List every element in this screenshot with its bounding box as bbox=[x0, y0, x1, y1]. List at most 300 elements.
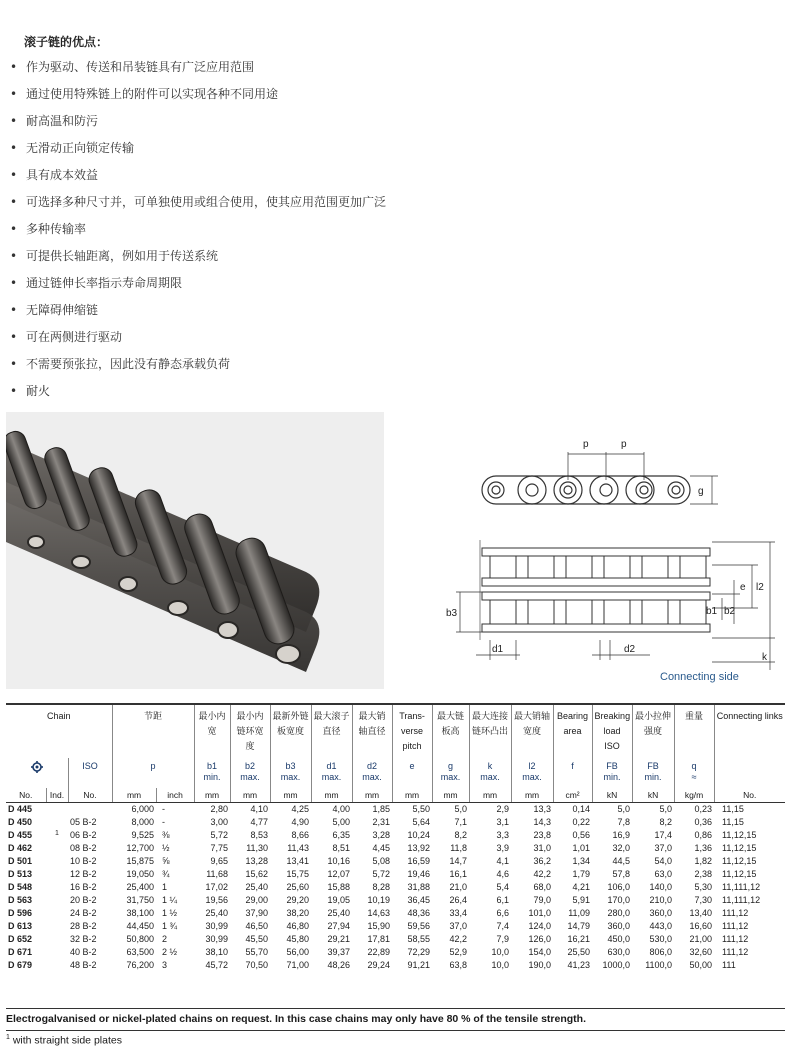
table-cell: 6,6 bbox=[496, 908, 510, 918]
table-cell: 22,89 bbox=[367, 947, 391, 957]
table-cell: 50,800 bbox=[126, 934, 155, 944]
table-cell: 12,700 bbox=[126, 843, 155, 853]
table-cell: 530,0 bbox=[649, 934, 673, 944]
table-cell: 63,0 bbox=[654, 869, 673, 879]
table-cell: D 671 bbox=[8, 947, 33, 957]
table-cell: 2 bbox=[162, 934, 168, 944]
table-cell: D 596 bbox=[8, 908, 33, 918]
unit-cell: mm bbox=[311, 788, 352, 803]
table-row bbox=[6, 959, 785, 972]
unit-cell: kg/m bbox=[674, 788, 714, 803]
table-cell: 28 B-2 bbox=[70, 921, 97, 931]
sym-d1: d1 max. bbox=[311, 758, 352, 788]
unit-cell: mm bbox=[392, 788, 432, 803]
list-item: • 无障碍伸缩链 bbox=[10, 300, 386, 327]
table-cell: 5,72 bbox=[372, 869, 391, 879]
table-cell: 4,00 bbox=[332, 804, 351, 814]
table-cell: 1 bbox=[162, 882, 168, 892]
table-row bbox=[6, 907, 785, 920]
unit-cell: cm² bbox=[553, 788, 592, 803]
table-cell: 4,45 bbox=[372, 843, 391, 853]
table-cell: 8,51 bbox=[332, 843, 351, 853]
table-cell: 55,70 bbox=[245, 947, 269, 957]
table-cell: 72,29 bbox=[407, 947, 431, 957]
unit-cell: mm bbox=[270, 788, 311, 803]
table-cell: 31,750 bbox=[126, 895, 155, 905]
unit-cell: inch bbox=[156, 788, 194, 803]
table-cell: 2,9 bbox=[496, 804, 510, 814]
unit-cell: mm bbox=[432, 788, 469, 803]
table-cell: 6,000 bbox=[131, 804, 155, 814]
table-cell: 44,5 bbox=[612, 856, 631, 866]
table-cell: D 462 bbox=[8, 843, 33, 853]
col-b3: 最新外链板宽度 bbox=[270, 704, 311, 758]
table-cell: 38,100 bbox=[126, 908, 155, 918]
list-item: • 具有成本效益 bbox=[10, 165, 386, 192]
table-cell: 10 B-2 bbox=[70, 856, 97, 866]
advantages-title: 滚子链的优点： bbox=[24, 35, 109, 49]
table-cell: D 563 bbox=[8, 895, 33, 905]
table-cell: 48,36 bbox=[407, 908, 431, 918]
table-cell: 25,50 bbox=[567, 947, 591, 957]
table-cell: 57,8 bbox=[612, 869, 631, 879]
table-cell: 8,000 bbox=[131, 817, 155, 827]
table-cell bbox=[46, 907, 68, 920]
table-cell bbox=[46, 855, 68, 868]
table-cell: 33,4 bbox=[449, 908, 468, 918]
table-cell: 13,3 bbox=[533, 804, 552, 814]
table-cell: 4,1 bbox=[496, 856, 510, 866]
table-cell: 17,81 bbox=[367, 934, 391, 944]
table-cell: 11,09 bbox=[568, 908, 591, 918]
table-cell: 13,28 bbox=[245, 856, 269, 866]
table-cell: 21,00 bbox=[689, 934, 713, 944]
table-cell: 38,20 bbox=[286, 908, 310, 918]
list-item: • 通过使用特殊链上的附件可以实现各种不同用途 bbox=[10, 84, 386, 111]
table-cell: 10,0 bbox=[491, 947, 510, 957]
table-cell: 13,92 bbox=[407, 843, 431, 853]
table-cell: 58,55 bbox=[407, 934, 431, 944]
col-d1: 最大滚子直径 bbox=[311, 704, 352, 758]
table-cell: 124,0 bbox=[528, 921, 552, 931]
sym-fb: FB min. bbox=[592, 758, 632, 788]
table-cell: 30,99 bbox=[205, 934, 229, 944]
table-cell: 31,0 bbox=[533, 843, 552, 853]
table-row bbox=[6, 842, 785, 855]
table-cell: 190,0 bbox=[528, 960, 552, 970]
table-cell bbox=[46, 946, 68, 959]
label-d1: d1 bbox=[492, 644, 504, 655]
table-cell: 111 bbox=[722, 960, 736, 970]
table-cell: 1 bbox=[55, 830, 59, 837]
table-cell: 1100,0 bbox=[645, 960, 673, 970]
unit-cell: mm bbox=[352, 788, 392, 803]
table-cell: 37,90 bbox=[245, 908, 269, 918]
table-cell: 11,12,15 bbox=[722, 869, 757, 879]
table-cell: 76,200 bbox=[126, 960, 155, 970]
table-cell: 3 bbox=[162, 960, 168, 970]
table-row bbox=[6, 816, 785, 829]
table-cell: D 513 bbox=[8, 869, 33, 879]
label-d2: d2 bbox=[624, 644, 636, 655]
footnote-mark: 1 bbox=[6, 1034, 10, 1041]
table-cell: 40 B-2 bbox=[70, 947, 97, 957]
table-cell: D 450 bbox=[8, 817, 33, 827]
table-cell: 29,24 bbox=[367, 960, 391, 970]
table-cell: 45,80 bbox=[286, 934, 310, 944]
table-cell: 111,12 bbox=[722, 921, 749, 931]
list-item: • 可选择多种尺寸并，可单独使用或组合使用，使其应用范围更加广泛 bbox=[10, 192, 386, 219]
table-cell: 7,30 bbox=[694, 895, 713, 905]
table-cell: 5,91 bbox=[572, 895, 591, 905]
table-cell: 6,35 bbox=[332, 830, 351, 840]
table-cell: 19,46 bbox=[407, 869, 431, 879]
table-cell: 5,00 bbox=[332, 817, 351, 827]
table-cell bbox=[46, 868, 68, 881]
table-cell: 210,0 bbox=[649, 895, 673, 905]
table-cell: 8,28 bbox=[372, 882, 391, 892]
table-row bbox=[6, 933, 785, 946]
table-cell: 08 B-2 bbox=[70, 843, 97, 853]
footnote bbox=[6, 1034, 122, 1047]
table-cell: 111,12 bbox=[722, 934, 749, 944]
table-cell: 26,4 bbox=[449, 895, 468, 905]
table-cell: 48,26 bbox=[327, 960, 351, 970]
table-cell: 63,8 bbox=[449, 960, 468, 970]
table-cell: 11,68 bbox=[206, 869, 229, 879]
table-row bbox=[6, 829, 785, 842]
divider bbox=[6, 1030, 785, 1031]
col-l2: 最大销轴宽度 bbox=[511, 704, 553, 758]
sym-k: k max. bbox=[469, 758, 511, 788]
table-cell: ¾ bbox=[162, 869, 170, 879]
table-cell: 38,10 bbox=[205, 947, 229, 957]
col-b1: 最小内宽 bbox=[194, 704, 230, 758]
table-cell bbox=[46, 894, 68, 907]
table-cell: 1,79 bbox=[572, 869, 591, 879]
table-cell: 13,41 bbox=[286, 856, 310, 866]
table-cell: 2,31 bbox=[372, 817, 391, 827]
table-cell: 46,50 bbox=[245, 921, 269, 931]
footnote-text: with straight side plates bbox=[9, 1034, 122, 1047]
table-cell: 154,0 bbox=[528, 947, 552, 957]
technical-drawing bbox=[440, 430, 780, 692]
table-cell: 59,56 bbox=[407, 921, 431, 931]
table-cell: 91,21 bbox=[407, 960, 431, 970]
table-cell: 31,88 bbox=[407, 882, 431, 892]
list-item: • 多种传输率 bbox=[10, 219, 386, 246]
table-row bbox=[6, 881, 785, 894]
unit-cell: kN bbox=[632, 788, 674, 803]
table-cell: 27,94 bbox=[327, 921, 351, 931]
table-cell: 15,75 bbox=[286, 869, 310, 879]
table-cell: 101,0 bbox=[528, 908, 552, 918]
unit-cell: mm bbox=[469, 788, 511, 803]
table-cell: 44,450 bbox=[126, 921, 155, 931]
table-cell: 170,0 bbox=[607, 895, 631, 905]
sym-p: p bbox=[112, 758, 194, 788]
table-cell: 3,00 bbox=[210, 817, 229, 827]
table-cell: 16,9 bbox=[612, 830, 631, 840]
unit-cell: mm bbox=[194, 788, 230, 803]
table-cell: 3,9 bbox=[496, 843, 510, 853]
sym-links bbox=[714, 758, 785, 788]
table-cell: 4,21 bbox=[572, 882, 591, 892]
table-cell: 14,3 bbox=[533, 817, 552, 827]
table-cell: 5,4 bbox=[496, 882, 510, 892]
table-cell: 37,0 bbox=[449, 921, 468, 931]
table-cell: 25,40 bbox=[327, 908, 351, 918]
col-k: 最大连接链环凸出 bbox=[469, 704, 511, 758]
table-cell: 13,40 bbox=[689, 908, 713, 918]
table-cell: 16,60 bbox=[689, 921, 713, 931]
table-cell: 0,22 bbox=[572, 817, 591, 827]
sym-f: f bbox=[553, 758, 592, 788]
label-l2: l2 bbox=[756, 582, 764, 593]
table-cell: 1 ¼ bbox=[162, 895, 178, 905]
table-cell: 16,59 bbox=[407, 856, 431, 866]
table-cell: 7,1 bbox=[454, 817, 468, 827]
table-cell: 14,7 bbox=[449, 856, 468, 866]
sym-l2: l2 max. bbox=[511, 758, 553, 788]
table-cell: 36,45 bbox=[407, 895, 431, 905]
sym-b3: b3 max. bbox=[270, 758, 311, 788]
table-cell: 7,9 bbox=[496, 934, 510, 944]
unit-cell: mm bbox=[230, 788, 270, 803]
table-cell: 52,9 bbox=[449, 947, 468, 957]
table-cell: D 445 bbox=[8, 804, 33, 814]
table-cell: 11,30 bbox=[246, 843, 269, 853]
table-cell: 5,50 bbox=[412, 804, 431, 814]
table-cell: 111,12 bbox=[722, 908, 749, 918]
table-cell: 37,0 bbox=[654, 843, 673, 853]
table-cell: 19,56 bbox=[205, 895, 229, 905]
table-cell: D 501 bbox=[8, 856, 33, 866]
table-cell: 8,2 bbox=[659, 817, 673, 827]
list-item: • 作为驱动、传送和吊装链具有广泛应用范围 bbox=[10, 57, 386, 84]
unit-cell: No. bbox=[714, 788, 785, 803]
sym-b2: b2 max. bbox=[230, 758, 270, 788]
label-p1: p bbox=[583, 439, 589, 450]
unit-cell: No. bbox=[68, 788, 112, 803]
table-cell bbox=[68, 803, 112, 817]
table-cell: 8,2 bbox=[454, 830, 468, 840]
table-cell: 16,1 bbox=[449, 869, 468, 879]
table-cell: 36,2 bbox=[533, 856, 552, 866]
table-cell: 15,88 bbox=[327, 882, 351, 892]
gear-icon bbox=[31, 761, 43, 773]
table-cell: 23,8 bbox=[533, 830, 552, 840]
list-item: • 耐高温和防污 bbox=[10, 111, 386, 138]
table-cell: 50,00 bbox=[689, 960, 713, 970]
table-cell: 29,00 bbox=[245, 895, 269, 905]
col-b2: 最小内链环宽度 bbox=[230, 704, 270, 758]
table-cell: 12 B-2 bbox=[70, 869, 97, 879]
table-cell: 6,1 bbox=[496, 895, 510, 905]
table-cell: 14,63 bbox=[367, 908, 391, 918]
col-q: 重量 bbox=[674, 704, 714, 758]
table-cell: 25,40 bbox=[245, 882, 269, 892]
unit-cell: kN bbox=[592, 788, 632, 803]
table-row bbox=[6, 803, 785, 817]
table-cell: 4,10 bbox=[250, 804, 269, 814]
table-cell: 1,01 bbox=[572, 843, 591, 853]
table-cell: 25,60 bbox=[286, 882, 310, 892]
table-cell: 17,02 bbox=[205, 882, 229, 892]
table-cell: D 679 bbox=[8, 960, 33, 970]
table-cell: 360,0 bbox=[649, 908, 673, 918]
table-cell: 10,16 bbox=[327, 856, 351, 866]
table-cell: 11,12,15 bbox=[722, 843, 757, 853]
table-cell: 1,34 bbox=[572, 856, 591, 866]
col-fb2: 最小拉伸强度 bbox=[632, 704, 674, 758]
table-cell: 30,99 bbox=[205, 921, 229, 931]
table-cell: 7,4 bbox=[496, 921, 510, 931]
table-cell: 126,0 bbox=[528, 934, 552, 944]
unit-cell: No. bbox=[6, 788, 46, 803]
table-cell: 24 B-2 bbox=[70, 908, 97, 918]
table-cell bbox=[46, 803, 68, 817]
chain-symbol-cell bbox=[6, 758, 68, 788]
table-cell: 45,72 bbox=[205, 960, 229, 970]
table-cell: 9,65 bbox=[210, 856, 229, 866]
advantages-list bbox=[10, 57, 386, 408]
sym-fb2: FB min. bbox=[632, 758, 674, 788]
unit-cell: mm bbox=[511, 788, 553, 803]
table-cell: ⅝ bbox=[162, 856, 170, 866]
table-cell: 11,111,12 bbox=[722, 895, 761, 905]
plating-note: Electrogalvanised or nickel-plated chains on request. In this case chains may only have 80 % of the tensile strength. bbox=[6, 1008, 785, 1025]
table-cell: 32,60 bbox=[689, 947, 713, 957]
table-cell: 16 B-2 bbox=[70, 882, 97, 892]
table-cell: 140,0 bbox=[649, 882, 673, 892]
table-cell: 0,14 bbox=[572, 804, 591, 814]
table-cell: 41,23 bbox=[567, 960, 591, 970]
table-cell: 9,525 bbox=[131, 830, 155, 840]
table-cell: - bbox=[162, 817, 166, 827]
table-cell: 2,38 bbox=[694, 869, 713, 879]
table-cell: 3,28 bbox=[372, 830, 391, 840]
table-cell: 20 B-2 bbox=[70, 895, 97, 905]
table-cell: 1,36 bbox=[694, 843, 713, 853]
table-cell: 8,66 bbox=[291, 830, 310, 840]
sym-e: e bbox=[392, 758, 432, 788]
table-cell: 111,12 bbox=[722, 947, 749, 957]
table-cell: 56,00 bbox=[286, 947, 310, 957]
table-cell: D 652 bbox=[8, 934, 33, 944]
list-item: • 耐火 bbox=[10, 381, 386, 408]
table-cell bbox=[46, 881, 68, 894]
table-cell: 29,20 bbox=[286, 895, 310, 905]
label-b3: b3 bbox=[446, 608, 458, 619]
table-cell: 14,79 bbox=[567, 921, 591, 931]
table-cell: 19,050 bbox=[126, 869, 155, 879]
table-cell: 7,8 bbox=[617, 817, 631, 827]
table-cell: 39,37 bbox=[327, 947, 351, 957]
table-cell: 11,15 bbox=[722, 804, 744, 814]
table-cell: ⅜ bbox=[162, 830, 170, 840]
table-cell: 68,0 bbox=[533, 882, 552, 892]
table-cell: 5,08 bbox=[372, 856, 391, 866]
table-cell: 4,90 bbox=[291, 817, 310, 827]
col-fb: Breaking load ISO bbox=[592, 704, 632, 758]
table-cell: 32 B-2 bbox=[70, 934, 97, 944]
table-cell: 48 B-2 bbox=[70, 960, 97, 970]
table-cell: 5,72 bbox=[210, 830, 229, 840]
col-chain: Chain bbox=[6, 704, 112, 758]
label-b2: b2 bbox=[724, 606, 736, 617]
table-cell: 5,0 bbox=[659, 804, 673, 814]
table-cell: 0,86 bbox=[694, 830, 713, 840]
list-item: • 可提供长轴距离，例如用于传送系统 bbox=[10, 246, 386, 273]
table-cell: 42,2 bbox=[449, 934, 468, 944]
table-row bbox=[6, 868, 785, 881]
sym-q: q ≈ bbox=[674, 758, 714, 788]
table-cell: 0,56 bbox=[572, 830, 591, 840]
table-cell: D 455 bbox=[8, 830, 33, 840]
table-cell: 443,0 bbox=[649, 921, 673, 931]
table-cell: 54,0 bbox=[654, 856, 673, 866]
table-cell: 45,50 bbox=[245, 934, 269, 944]
col-e: Trans-verse pitch bbox=[392, 704, 432, 758]
table-row bbox=[6, 946, 785, 959]
table-cell: 1,85 bbox=[372, 804, 391, 814]
col-g: 最大链板高 bbox=[432, 704, 469, 758]
table-cell: 32,0 bbox=[612, 843, 631, 853]
table-cell: 1000,0 bbox=[602, 960, 631, 970]
table-cell: 25,40 bbox=[205, 908, 229, 918]
table-cell: 15,875 bbox=[126, 856, 155, 866]
table-cell: 16,21 bbox=[567, 934, 591, 944]
table-cell: 5,30 bbox=[694, 882, 713, 892]
table-cell: 71,00 bbox=[286, 960, 310, 970]
table-cell: 70,50 bbox=[245, 960, 269, 970]
table-cell: 63,500 bbox=[126, 947, 155, 957]
table-cell: 450,0 bbox=[607, 934, 631, 944]
list-item: • 可在两侧进行驱动 bbox=[10, 327, 386, 354]
table-cell: 1 ¾ bbox=[162, 921, 178, 931]
table-cell: 630,0 bbox=[607, 947, 631, 957]
table-cell bbox=[46, 959, 68, 972]
col-links: Connecting links bbox=[714, 704, 785, 758]
table-cell: 11,111,12 bbox=[722, 882, 761, 892]
table-cell: 11,43 bbox=[287, 843, 310, 853]
table-cell: 10,0 bbox=[491, 960, 510, 970]
col-d2: 最大销轴直径 bbox=[352, 704, 392, 758]
label-k: k bbox=[762, 652, 767, 663]
table-cell: 05 B-2 bbox=[70, 817, 97, 827]
sym-g: g max. bbox=[432, 758, 469, 788]
table-cell: 8,53 bbox=[250, 830, 269, 840]
table-cell: 1,82 bbox=[694, 856, 713, 866]
table-cell: 0,23 bbox=[694, 804, 713, 814]
table-cell: 11,15 bbox=[722, 817, 744, 827]
table-cell: 46,80 bbox=[286, 921, 310, 931]
table-cell: 4,77 bbox=[250, 817, 269, 827]
table-cell bbox=[46, 920, 68, 933]
table-row bbox=[6, 920, 785, 933]
col-f: Bearing area bbox=[553, 704, 592, 758]
table-cell: 5,0 bbox=[617, 804, 631, 814]
table-cell: D 613 bbox=[8, 921, 33, 931]
table-cell: 11,12,15 bbox=[722, 856, 757, 866]
table-cell: 21,0 bbox=[449, 882, 468, 892]
list-item: • 无滑动正向锁定传输 bbox=[10, 138, 386, 165]
table-cell: 280,0 bbox=[607, 908, 631, 918]
table-cell: 19,05 bbox=[327, 895, 351, 905]
table-cell bbox=[46, 933, 68, 946]
table-cell: 7,75 bbox=[210, 843, 229, 853]
